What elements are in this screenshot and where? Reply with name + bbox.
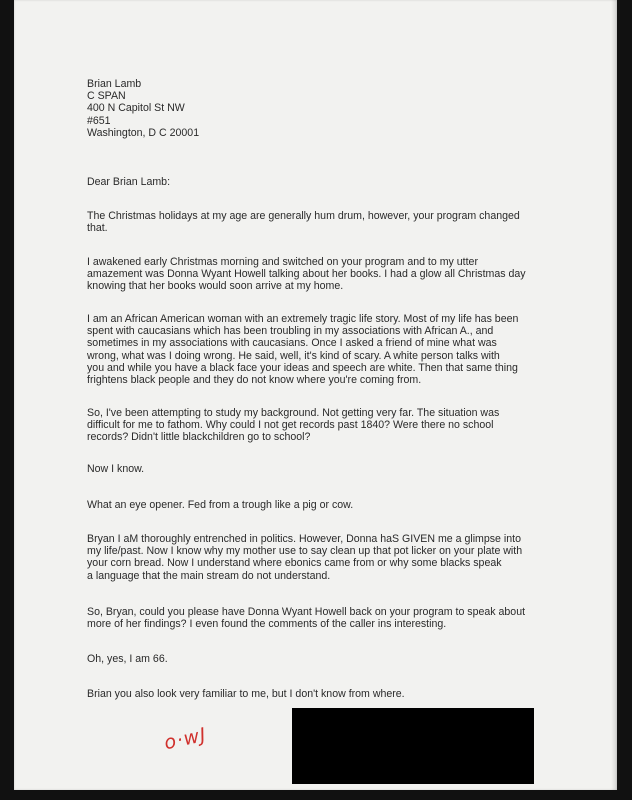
address-line: C SPAN xyxy=(87,90,126,103)
letter-page xyxy=(14,0,617,790)
address-line: Washington, D C 20001 xyxy=(87,126,200,139)
paragraph-line: knowing that her books would soon arrive at my home. xyxy=(87,280,344,293)
salutation xyxy=(87,176,537,188)
paragraph-line: I am an African American woman with an extremely tragic life story. Most of my life has been xyxy=(87,313,519,325)
handwritten-annotation xyxy=(162,723,209,755)
paragraph-line: Bryan I aM thoroughly entrenched in politics. However, Donna haS GIVEN me a glimpse into xyxy=(87,533,521,545)
paragraph-1 xyxy=(87,210,537,234)
paragraph-line: records? Didn't little blackchildren go to school? xyxy=(87,431,311,444)
paragraph-line: wrong, what was I doing wrong. He said, well, it's kind of scary. A white person talks with xyxy=(87,349,500,362)
paragraph-line: your corn bread. Now I understand where ebonics came from or why some blacks speak xyxy=(87,557,502,570)
annotation-text: o·wJ xyxy=(162,723,209,755)
address-line: 400 N Capitol St NW xyxy=(87,102,185,115)
page-edge-shadow xyxy=(611,0,617,790)
paragraph-8 xyxy=(87,606,537,630)
paragraph-5 xyxy=(87,463,537,475)
paragraph-line: my life/past. Now I know why my mother use to say clean up that pot licker on your plate with xyxy=(87,545,523,558)
paragraph-line: more of her findings? I even found the comments of the caller ins interesting. xyxy=(87,618,447,631)
redaction-block xyxy=(292,708,534,784)
paragraph-6 xyxy=(87,499,537,511)
salutation-text: Dear Brian Lamb: xyxy=(87,176,171,188)
paragraph-line: amazement was Donna Wyant Howell talking about her books. I had a glow all Christmas day xyxy=(87,268,526,281)
paragraph-line: Oh, yes, I am 66. xyxy=(87,653,168,665)
paragraph-line: So, I've been attempting to study my background. Not getting very far. The situation was xyxy=(87,407,500,419)
paragraph-2 xyxy=(87,256,537,293)
recipient-address xyxy=(87,78,537,139)
paragraph-line: So, Bryan, could you please have Donna Wyant Howell back on your program to speak about xyxy=(87,606,526,618)
address-line: #651 xyxy=(87,114,111,127)
paragraph-9 xyxy=(87,653,537,665)
paragraph-line: frightens black people and they do not know where you're coming from. xyxy=(87,374,422,387)
paragraph-line: Brian you also look very familiar to me, but I don't know from where. xyxy=(87,688,405,700)
paragraph-line: that. xyxy=(87,222,108,235)
paragraph-line: I awakened early Christmas morning and switched on your program and to my utter xyxy=(87,256,478,268)
paragraph-3 xyxy=(87,313,537,386)
paragraph-line: a language that the main stream do not understand. xyxy=(87,569,331,582)
address-line: Brian Lamb xyxy=(87,78,142,90)
paragraph-7 xyxy=(87,533,537,582)
paragraph-4 xyxy=(87,407,537,444)
paragraph-line: Now I know. xyxy=(87,463,145,475)
paragraph-line: you and while you have a black face your ideas and speech are white. Then that same thing xyxy=(87,361,518,374)
paragraph-10 xyxy=(87,688,537,700)
paragraph-line: difficult for me to fathom. Why could I not get records past 1840? Were there no school xyxy=(87,419,494,432)
paragraph-line: spent with caucasians which has been troubling in my associations with African A., and xyxy=(87,325,494,338)
paragraph-line: What an eye opener. Fed from a trough like a pig or cow. xyxy=(87,499,354,511)
paragraph-line: The Christmas holidays at my age are generally hum drum, however, your program changed xyxy=(87,210,520,222)
paragraph-line: sometimes in my associations with caucasians. Once I asked a friend of mine what was xyxy=(87,337,497,350)
